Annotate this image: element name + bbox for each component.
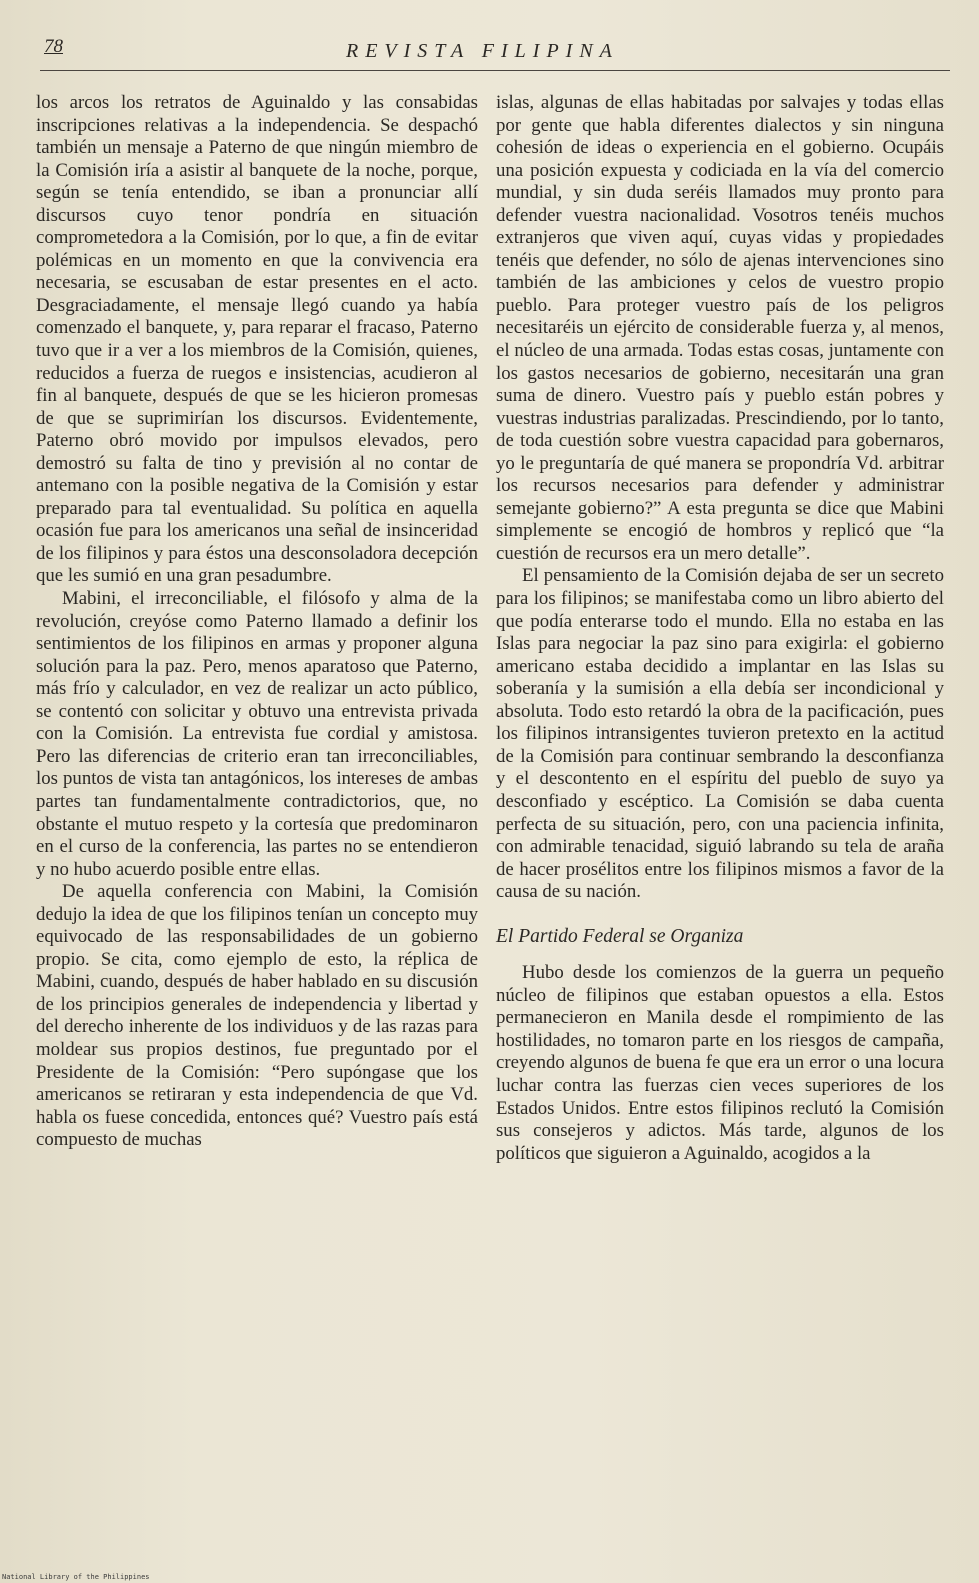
library-credit: National Library of the Philippines <box>2 1573 150 1581</box>
paragraph: islas, algunas de ellas habitadas por salvajes y todas ellas por gente que habla diferentes dialectos y sin ninguna cohesión de ideas o experiencia en el gobierno. Ocupáis una posición expuesta y codiciada en la vía del comercio mundial, y sin duda seréis llamados muy pronto para defender vuestra nacionalidad. Vosotros tenéis muchos extranjeros que viven aquí, cuyas vidas y propiedades tenéis que defender, no sólo de ajenas intervenciones sino también de las ambiciones y celos de vuestro propio pueblo. Para proteger vuestro país de los peligros necesitaréis un ejército de considerable fuerza y, al menos, el núcleo de una armada. Todas estas cosas, juntamente con los gastos necesarios de gobierno, necesitarán una gran suma de dinero. Vuestro país y pueblo están pobres y vuestras industrias paralizadas. Prescindiendo, por lo tanto, de toda cuestión sobre vuestra capacidad para gobernaros, yo le preguntaría de qué manera se propondría Vd. arbitrar los recursos necesarios para defender y administrar semejante gobierno?” A esta pregunta se dice que Mabini simplemente se encogió de hombros y replicó que “la cuestión de recursos era un mero detalle”. <box>496 92 944 564</box>
page-number: 78 <box>44 36 63 57</box>
paragraph: De aquella conferencia con Mabini, la Comisión dedujo la idea de que los filipinos tenían un concepto muy equivocado de las responsabilidades de un gobierno propio. Se cita, como ejemplo de esto, la réplica de Mabini, cuando, después de haber hablado en su discusión de los principios generales de independencia y libertad y del derecho inherente de los individuos y de las razas para moldear sus propios destinos, fue preguntado por el Presidente de la Comisión: “Pero supóngase que los americanos se retiraran y esta independencia de que Vd. habla os fuese concedida, entonces qué? Vuestro país está compuesto de muchas <box>36 881 478 1151</box>
paragraph: El pensamiento de la Comisión dejaba de ser un secreto para los filipinos; se manifestaba como un libro abierto del que podía enterarse todo el mundo. Ella no estaba en las Islas para negociar la paz sino para exigirla: el gobierno americano estaba decidido a implantar en las Islas su soberanía y la sumisión a ella debía ser incondicional y absoluta. Todo esto retardó la obra de la pacificación, pues los filipinos intransigentes tuvieron pretexto en la actitud de la Comisión para continuar sembrando la desconfianza y el descontento en el espíritu del pueblo de suyo ya desconfiado y escéptico. La Comisión se daba cuenta perfecta de su situación, pero, con una paciencia infinita, con admirable tenacidad, siguió labrando su tela de araña de hacer prosélitos entre los filipinos mismos a favor de la causa de su nación. <box>496 565 944 903</box>
paragraph: Mabini, el irreconciliable, el filósofo y alma de la revolución, creyóse como Paterno llamado a definir los sentimientos de los filipinos en armas y proponer alguna solución para la paz. Pero, menos aparatoso que Paterno, más frío y calculador, en vez de realizar un acto público, se contentó con solicitar y obtuvo una entrevista privada con la Comisión. La entrevista fue cordial y amistosa. Pero las diferencias de criterio eran tan irreconciliables, los puntos de vista tan antagónicos, los intereses de ambas partes tan fundamentalmente contradictorios, que, no obstante el mutuo respeto y la cortesía que predominaron en el curso de la conferencia, las partes no se entendieron y no hubo acuerdo posible entre ellas. <box>36 588 478 880</box>
right-column <box>496 92 944 1165</box>
section-heading: El Partido Federal se Organiza <box>496 925 744 947</box>
left-column <box>36 92 478 1152</box>
paragraph: Hubo desde los comienzos de la guerra un pequeño núcleo de filipinos que estaban opuestos a ella. Estos permanecieron en Manila desde el rompimiento de las hostilidades, no tomaron parte en los riesgos de campaña, creyendo algunos de buena fe que era un error o una locura luchar contra las fuerzas cien veces superiores de los Estados Unidos. Entre estos filipinos reclutó la Comisión sus consejeros y adictos. Más tarde, algunos de los políticos que siguieron a Aguinaldo, acogidos a la <box>496 962 944 1164</box>
page-header <box>40 36 950 71</box>
journal-title: REVISTA FILIPINA <box>346 40 619 62</box>
paragraph: los arcos los retratos de Aguinaldo y las consabidas inscripciones relativas a la independencia. Se despachó también un mensaje a Paterno de que ningún miembro de la Comisión iría a asistir al banquete de la noche, porque, según se tenía entendido, se iban a pronunciar allí discursos cuyo tenor pondría en situación comprometedora a la Comisión, por lo que, a fin de evitar polémicas en un momento en que la convivencia era necesaria, se escusaban de estar presentes en el acto. Desgraciadamente, el mensaje llegó cuando ya había comenzado el banquete, y, para reparar el fracaso, Paterno tuvo que ir a ver a los miembros de la Comisión, quienes, reducidos a fuerza de ruegos e insistencias, acudieron al fin al banquete, después de que se les hicieron promesas de que se suprimirían los discursos. Evidentemente, Paterno obró movido por impulsos elevados, pero demostró su falta de tino y previsión al no contar de antemano con la posible negativa de la Comisión y estar preparado para tal eventualidad. Su política en aquella ocasión fue para los americanos una señal de insinceridad de los filipinos y para éstos una desconsoladora decepción que les sumió en una gran pesadumbre. <box>36 92 478 587</box>
